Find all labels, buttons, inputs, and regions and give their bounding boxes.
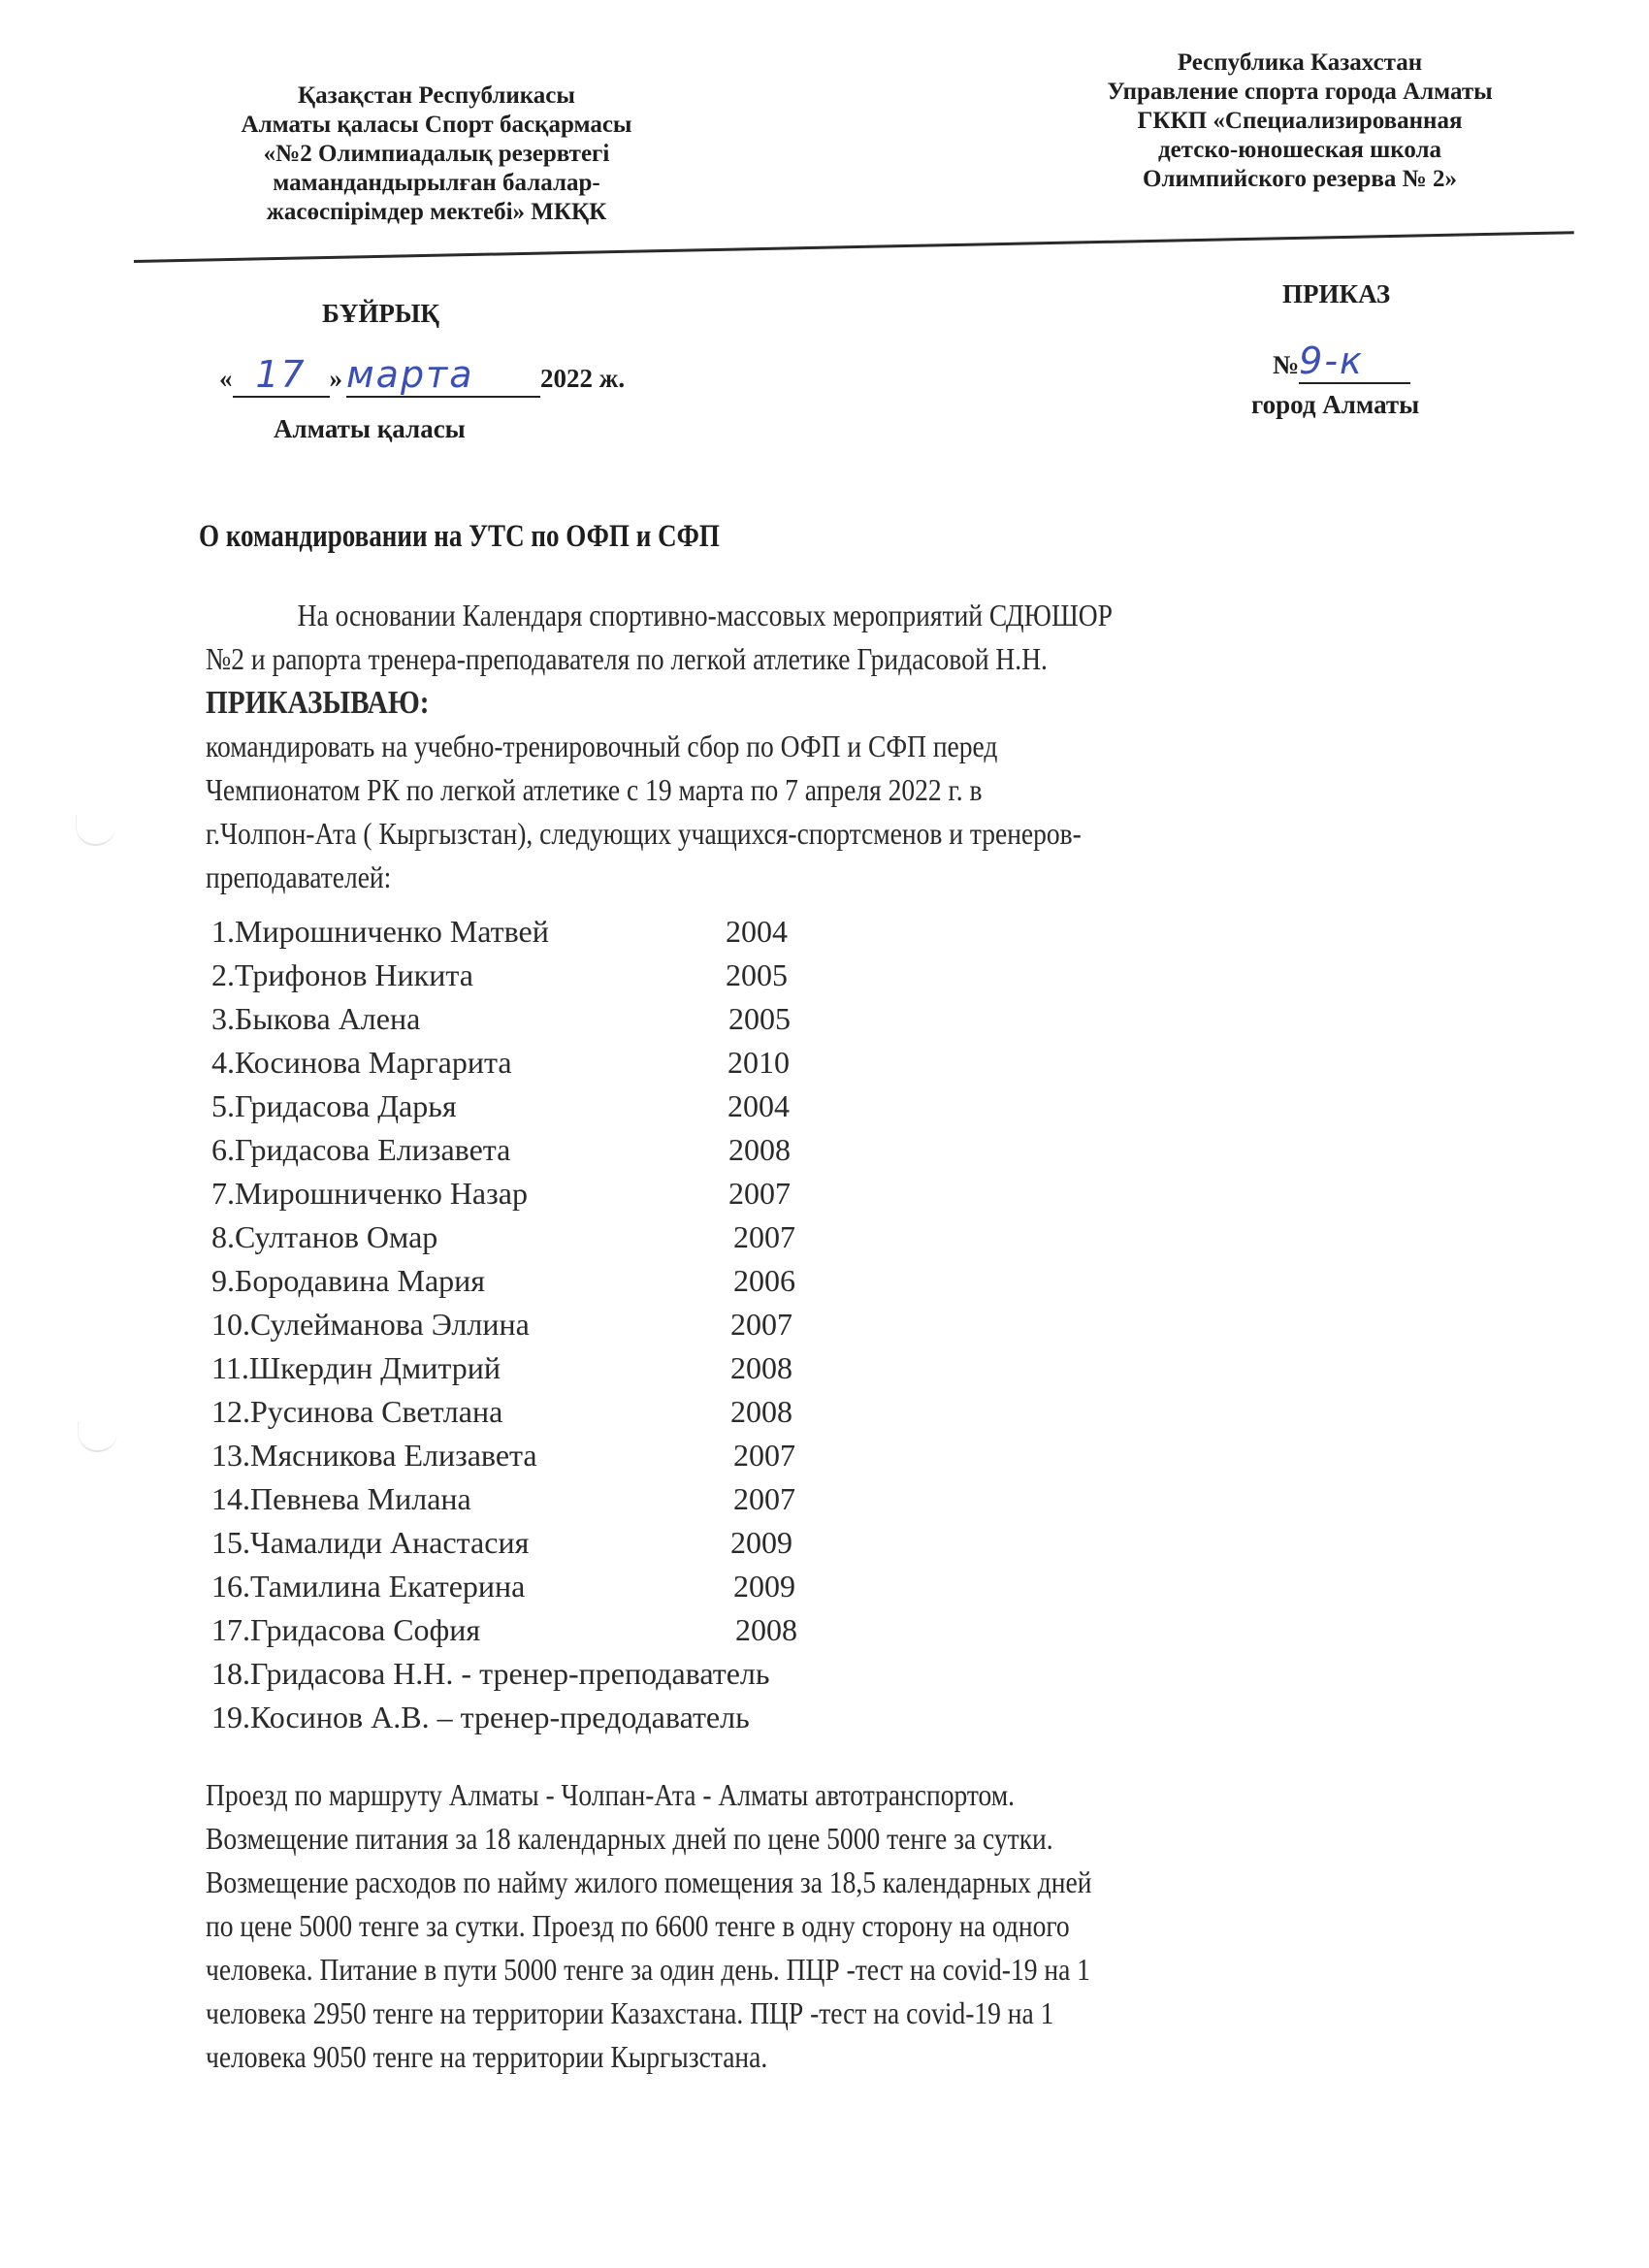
participant-year: 2004	[726, 914, 788, 949]
participant-year: 2008	[730, 1394, 792, 1429]
participant-name: 14.Певнева Милана	[211, 1481, 471, 1516]
participant-name: 13.Мясникова Елизавета	[211, 1438, 537, 1473]
participant-name: 17.Гридасова София	[211, 1612, 481, 1647]
header-kz-line: «№2 Олимпиадалық резервтегі	[263, 141, 610, 167]
participant-year: 2004	[728, 1088, 790, 1123]
participant-row	[211, 1569, 795, 1604]
header-ru-line: Олимпийского резерва № 2»	[1143, 166, 1457, 192]
participant-year: 2005	[726, 957, 788, 992]
date-month: марта	[346, 353, 474, 396]
participant-row	[211, 1612, 797, 1648]
participant-name: 11.Шкердин Дмитрий	[211, 1350, 501, 1385]
participant-year: 2005	[728, 1001, 791, 1036]
participant-name: 16.Тамилина Екатерина	[211, 1569, 526, 1604]
intro-line: преподавателей:	[206, 859, 392, 894]
document-title: О командировании на УТС по ОФП и СФП	[199, 519, 720, 554]
participant-name: 1.Мирошниченко Матвей	[211, 914, 549, 949]
participant-row	[211, 1263, 795, 1299]
participant-row	[211, 1350, 792, 1386]
participant-name: 3.Быкова Алена	[211, 1001, 421, 1036]
participant-row	[211, 1045, 790, 1081]
order-number	[1273, 340, 1410, 384]
participant-name: 6.Гридасова Елизавета	[211, 1132, 511, 1167]
participant-year: 2008	[735, 1612, 797, 1647]
participant-year: 2008	[730, 1350, 792, 1385]
participant-row	[211, 1219, 795, 1255]
participant-row	[211, 1481, 795, 1517]
expense-line: человека 9050 тенге на территории Кыргызстана.	[206, 2039, 768, 2074]
header-ru-line: детско-юношеская школа	[1157, 137, 1442, 163]
participant-name: 5.Гридасова Дарья	[211, 1088, 457, 1123]
order-date	[219, 353, 625, 398]
order-label-ru: ПРИКАЗ	[1282, 279, 1391, 308]
punch-hole-mark	[76, 815, 115, 846]
participant-row	[211, 1001, 791, 1037]
order-number-value: 9-к	[1299, 340, 1364, 382]
participant-year: 2010	[728, 1045, 790, 1080]
intro-line: командировать на учебно-тренировочный сбор по ОФП и СФП перед	[206, 729, 998, 763]
date-close-quote: »	[329, 364, 342, 393]
expense-line: по цене 5000 тенге за сутки. Проезд по 6600 тенге в одну сторону на одного	[206, 1908, 1070, 1943]
header-ru-line: Управление спорта города Алматы	[1107, 79, 1493, 105]
expense-line: Возмещение расходов по найму жилого помещения за 18,5 календарных дней	[206, 1864, 1092, 1899]
expense-line: человека. Питание в пути 5000 тенге за один день. ПЦР -тест на covid-19 на 1	[206, 1952, 1090, 1987]
intro-line: г.Чолпон-Ата ( Кыргызстан), следующих учащихся-спортсменов и тренеров-	[206, 816, 1082, 851]
participant-name: 8.Султанов Омар	[211, 1219, 438, 1254]
header-ru-line: ГККП «Специализированная	[1137, 108, 1463, 134]
participant-name: 15.Чамалиди Анастасия	[211, 1525, 530, 1560]
participant-name: 2.Трифонов Никита	[211, 957, 473, 992]
participant-row	[211, 1176, 791, 1212]
participant-row	[211, 1132, 791, 1168]
participant-row	[211, 1525, 792, 1561]
order-word: ПРИКАЗЫВАЮ:	[206, 685, 430, 721]
participant-name: 9.Бородавина Мария	[211, 1263, 485, 1298]
participant-year: 2007	[730, 1307, 792, 1342]
header-ru-line: Республика Казахстан	[1177, 49, 1423, 76]
participant-year: 2008	[728, 1132, 791, 1167]
city-ru: город Алматы	[1251, 390, 1420, 419]
city-kz: Алматы қаласы	[274, 414, 466, 443]
header-kz-line: жасөспірімдер мектебі» МКҚК	[266, 199, 607, 225]
date-day: 17	[255, 353, 307, 396]
participant-row	[211, 1307, 792, 1343]
intro-paragraph	[206, 594, 1113, 899]
header-russian	[1052, 49, 1547, 194]
expense-line: Проезд по маршруту Алматы - Чолпан-Ата - Алматы автотранспортом.	[206, 1777, 1016, 1812]
date-open-quote: «	[219, 364, 233, 393]
participant-name: 12.Русинова Светлана	[211, 1394, 503, 1429]
trainer-row: 19.Косинов А.В. – тренер-предодаватель	[211, 1700, 750, 1734]
participant-name: 10.Сулейманова Эллина	[211, 1307, 530, 1342]
participant-year: 2006	[733, 1263, 795, 1298]
participant-name: 4.Косинова Маргарита	[211, 1045, 512, 1080]
participant-row	[211, 1438, 795, 1474]
number-prefix: №	[1273, 350, 1300, 379]
participant-year: 2007	[733, 1219, 795, 1254]
participant-row	[211, 1394, 792, 1430]
date-month-field	[346, 353, 540, 398]
intro-line: Чемпионатом РК по легкой атлетике с 19 марта по 7 апреля 2022 г. в	[206, 772, 983, 807]
expenses-paragraph	[206, 1773, 1091, 2079]
punch-hole-mark	[78, 1421, 117, 1452]
expense-line: Возмещение питания за 18 календарных дней по цене 5000 тенге за сутки.	[206, 1821, 1053, 1856]
date-day-field	[233, 353, 330, 398]
expense-line: человека 2950 тенге на территории Казахстана. ПЦР -тест на covid-19 на 1	[206, 1995, 1054, 2030]
participant-year: 2007	[733, 1481, 795, 1516]
participant-name: 7.Мирошниченко Назар	[211, 1176, 528, 1211]
participant-row	[211, 914, 788, 950]
header-kazakh	[175, 81, 698, 227]
participant-year: 2009	[733, 1569, 795, 1604]
header-divider	[134, 231, 1574, 263]
participant-year: 2009	[730, 1525, 792, 1560]
intro-line: На основании Календаря спортивно-массовых мероприятий СДЮШОР	[297, 598, 1113, 632]
header-kz-line: мамандандырылған балалар-	[273, 170, 600, 196]
order-label-kz: БҰЙРЫҚ	[322, 299, 439, 328]
date-year: 2022 ж.	[540, 364, 626, 393]
header-kz-line: Қазақстан Республикасы	[298, 82, 575, 109]
intro-line: №2 и рапорта тренера-преподавателя по легкой атлетике Гридасовой Н.Н.	[206, 641, 1048, 676]
number-field	[1299, 340, 1410, 384]
participant-year: 2007	[733, 1438, 795, 1473]
participant-year: 2007	[728, 1176, 791, 1211]
participant-row	[211, 1088, 790, 1124]
participant-row	[211, 957, 788, 993]
trainer-row: 18.Гридасова Н.Н. - тренер-преподаватель	[211, 1656, 770, 1691]
header-kz-line: Алматы қаласы Спорт басқармасы	[241, 112, 632, 138]
